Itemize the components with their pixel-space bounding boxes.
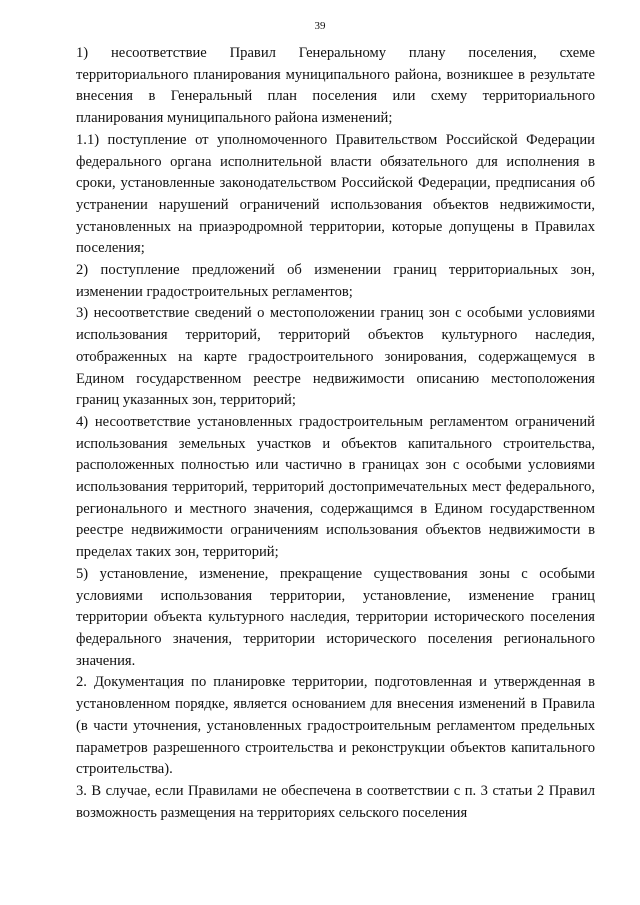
page-number: 39 (314, 20, 326, 32)
paragraph-item-5: 5) установление, изменение, прекращение существования зоны с особыми условиями использования территории, установление, изменение границ территории объекта культурного наследия, территории исторического поселения федерального значения, территории исторического поселения регионального значения. (76, 565, 595, 669)
paragraph-item-4: 4) несоответствие установленных градостроительным регламентом ограничений использования земельных участков и объектов капитального строительства, расположенных полностью или частично в границах зон с особыми условиями использования территорий, территорий достопримечательных мест федерального, регионального и местного значения, содержащимся в Едином государственном реестре недвижимости ограничениям использования объектов недвижимости в пределах таких зон, территорий; (76, 413, 595, 561)
paragraph-section-3: 3. В случае, если Правилами не обеспечена в соответствии с п. 3 статьи 2 Правил возможность размещения на территориях сельского поселения (76, 782, 595, 821)
paragraph-item-3: 3) несоответствие сведений о местоположении границ зон с особыми условиями использования территорий, территорий объектов культурного наследия, отображенных на карте градостроительного зонирования, содержащемуся в Едином государственном реестре недвижимости описанию местоположения границ указанных зон, территорий; (76, 305, 595, 409)
paragraph-item-2: 2) поступление предложений об изменении границ территориальных зон, изменении градостроительных регламентов; (76, 262, 595, 300)
paragraph-item-1-1: 1.1) поступление от уполномоченного Правительством Российской Федерации федерального органа исполнительной власти обязательного для исполнения в сроки, установленные законодательством Российской Федерации, предписания об устранении нарушений ограничений использования объектов недвижимости, установленных на приаэродромной территории, которые допущены в Правилах поселения; (76, 131, 595, 257)
paragraph-item-1: 1) несоответствие Правил Генеральному плану поселения, схеме территориального планирования муниципального района, возникшее в результате внесения в Генеральный план поселения или схему территориального планирования муниципального района изменений; (76, 45, 595, 127)
paragraph-section-2: 2. Документация по планировке территории, подготовленная и утвержденная в установленном порядке, является основанием для внесения изменений в Правила (в части уточнения, установленных градостроительным регламентом предельных параметров разрешенного строительства и реконструкции объектов капитального строительства). (76, 674, 595, 778)
page-body (76, 43, 595, 824)
